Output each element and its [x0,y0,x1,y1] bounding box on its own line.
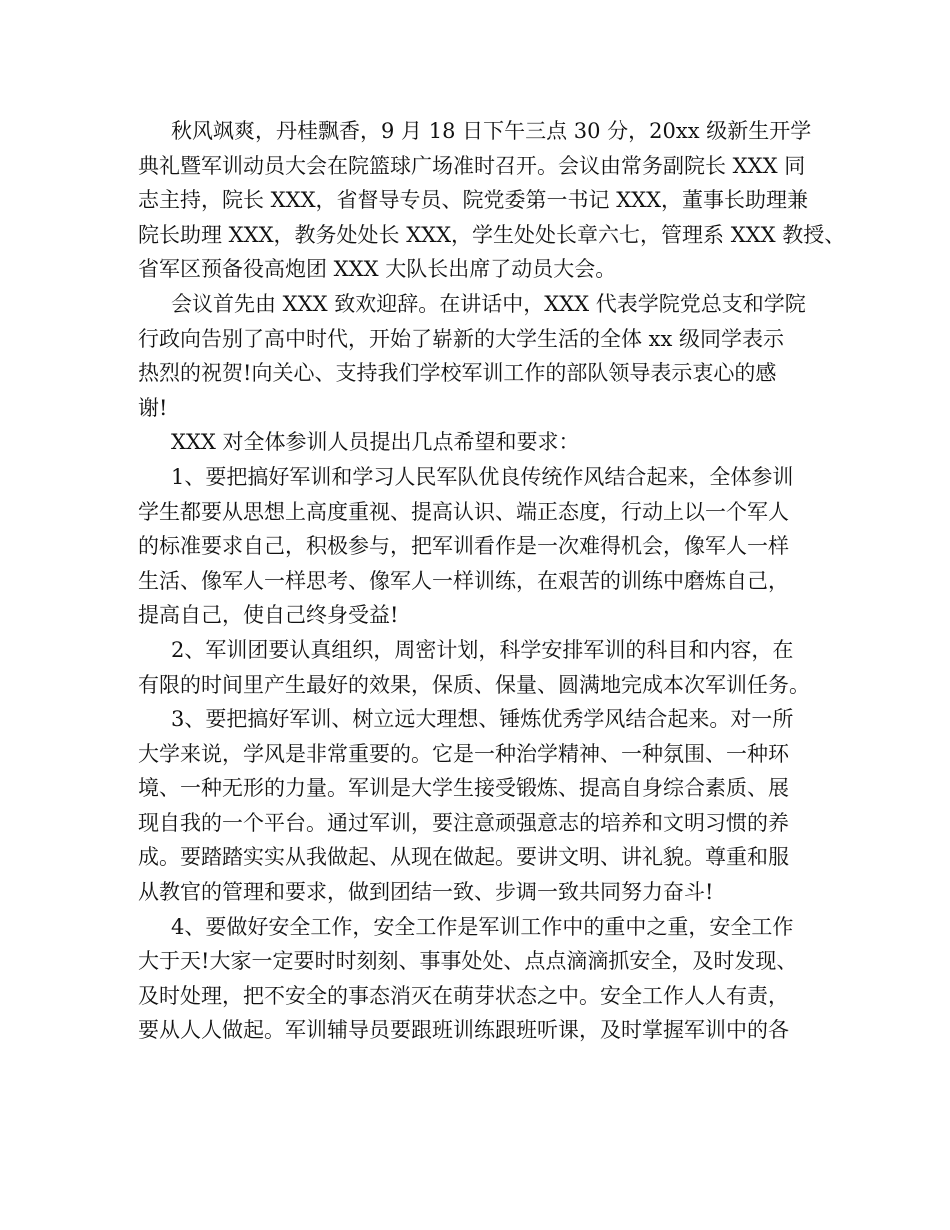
paragraph [138,114,846,287]
text-line: 提高自己，使自己终身受益! [138,603,399,628]
text-line: 大于天!大家一定要时时刻刻、事事处处、点点滴滴抓安全，及时发现、 [138,949,798,974]
text-line: 大学来说，学风是非常重要的。它是一种治学精神、一种氛围、一种环 [138,741,789,766]
text-line: 有限的时间里产生最好的效果，保质、保量、圆满地完成本次军训任务。 [138,672,810,697]
text-line: 现自我的一个平台。通过军训，要注意顽强意志的培养和文明习惯的养 [138,810,789,835]
paragraph [138,460,828,633]
text-line: 会议首先由 XXX 致欢迎辞。在讲话中，XXX 代表学院党总支和学院 [171,291,806,316]
text-line: XXX 对全体参训人员提出几点希望和要求： [171,430,580,455]
text-line: 典礼暨军训动员大会在院篮球广场准时召开。会议由常务副院长 XXX 同 [138,153,806,178]
text-line: 学生都要从思想上高度重视、提高认识、端正态度，行动上以一个军人 [138,499,789,524]
paragraph [138,702,828,910]
text-line: 秋风飒爽，丹桂飘香，9 月 18 日下午三点 30 分，20xx 级新生开学 [171,119,812,143]
text-line: 热烈的祝贺!向关心、支持我们学校军训工作的部队领导表示衷心的感 [138,361,777,386]
paragraph [138,287,828,425]
text-line: 要从人人做起。军训辅导员要跟班训练跟班听课，及时掌握军训中的各 [138,1018,789,1043]
paragraph [138,633,828,702]
text-line: 1、要把搞好军训和学习人民军队优良传统作风结合起来，全体参训 [171,464,794,489]
text-line: 志主持，院长 XXX，省督导专员、院党委第一书记 XXX，董事长助理兼 [138,188,809,213]
paragraph [138,910,828,1048]
text-line: 院长助理 XXX，教务处处长 XXX，学生处处长章六七，管理系 XXX 教授、 [138,222,846,247]
text-line: 及时处理，把不安全的事态消灭在萌芽状态之中。安全工作人人有责， [138,983,789,1008]
text-line: 境、一种无形的力量。军训是大学生接受锻炼、提高自身综合素质、展 [138,776,789,801]
text-line: 行政向告别了高中时代，开始了崭新的大学生活的全体 xx 级同学表示 [138,326,785,351]
text-line: 从教官的管理和要求，做到团结一致、步调一致共同努力奋斗! [138,880,714,905]
text-line: 2、军训团要认真组织，周密计划，科学安排军训的科目和内容，在 [171,637,794,662]
text-line: 生活、像军人一样思考、像军人一样训练，在艰苦的训练中磨炼自己， [138,568,789,593]
text-line: 省军区预备役高炮团 XXX 大队长出席了动员大会。 [138,257,617,282]
text-line: 谢! [138,395,168,420]
text-line: 的标准要求自己，积极参与，把军训看作是一次难得机会，像军人一样 [138,534,789,559]
document-page [138,114,846,1048]
text-line: 4、要做好安全工作，安全工作是军训工作中的重中之重，安全工作 [171,914,794,939]
paragraph [138,425,828,460]
text-line: 成。要踏踏实实从我做起、从现在做起。要讲文明、讲礼貌。尊重和服 [138,845,789,870]
text-line: 3、要把搞好军训、树立远大理想、锤炼优秀学风结合起来。对一所 [171,707,794,732]
